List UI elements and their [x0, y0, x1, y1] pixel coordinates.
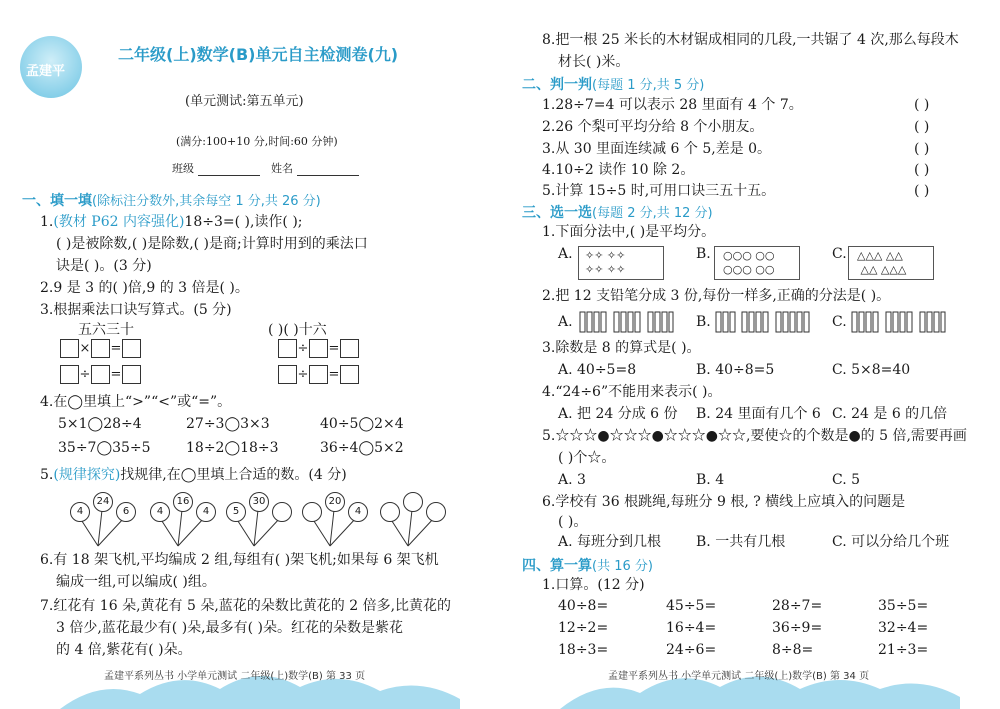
balloon[interactable]	[403, 492, 423, 512]
judge-answer[interactable]: ( )	[914, 119, 930, 135]
choice-2-option-a-label[interactable]: A.	[558, 314, 573, 330]
publisher-logo	[20, 36, 82, 98]
question-3-right-label: ( )( )十六	[268, 322, 327, 338]
subtitle: (单元测试:第五单元)	[185, 94, 304, 109]
choice-5-option-c[interactable]: C. 5	[832, 472, 861, 488]
balloon[interactable]	[302, 502, 322, 522]
choice-4: 4.“24÷6”不能用来表示( )。	[542, 384, 722, 400]
question-3: 3.根据乘法口诀写算式。(5 分)	[40, 302, 232, 318]
balloon[interactable]: 20	[325, 492, 345, 512]
section-4-title: 四、算一算	[522, 558, 592, 574]
calc-title: 1.口算。(12 分)	[542, 577, 645, 593]
question-7-line-a: 7.红花有 16 朵,黄花有 5 朵,蓝花的朵数比黄花的 2 倍多,比黄花的	[40, 598, 452, 614]
balloon[interactable]: 4	[196, 502, 216, 522]
balloon-group	[222, 488, 292, 548]
balloon[interactable]: 24	[93, 492, 113, 512]
choice-1-option-b-label[interactable]: B.	[696, 246, 711, 262]
right-page	[500, 0, 1000, 709]
page-footer: 孟建平系列丛书 小学单元测试 二年级(上)数学(B) 第 34 页	[608, 671, 870, 682]
question-4: 4.在◯里填上“>”“<”或“=”。	[40, 394, 232, 410]
name-blank[interactable]	[297, 175, 359, 176]
question-6-line-a: 6.有 18 架飞机,平均编成 2 组,每组有( )架飞机;如果每 6 架飞机	[40, 552, 439, 568]
answer-box[interactable]	[340, 365, 359, 384]
calc-item[interactable]: 40÷8=	[558, 598, 609, 614]
class-blank[interactable]	[198, 175, 260, 176]
score-info: (满分:100+10 分,时间:60 分钟)	[176, 135, 338, 148]
question-1: 1.(教材 P62 内容强化)18÷3=( ),读作( );	[40, 214, 303, 230]
judge-answer[interactable]: ( )	[914, 97, 930, 113]
answer-box[interactable]	[91, 339, 110, 358]
balloon[interactable]: 4	[348, 502, 368, 522]
judge-answer[interactable]: ( )	[914, 141, 930, 157]
balloon-group	[66, 488, 136, 548]
pencil-group-c-icon[interactable]	[850, 308, 946, 334]
answer-box[interactable]	[122, 365, 141, 384]
choice-5-line-a: 5.☆☆☆●☆☆☆●☆☆☆●☆☆,要使☆的个数是●的 5 倍,需要再画	[542, 428, 967, 444]
choice-4-option-c[interactable]: C. 24 是 6 的几倍	[832, 406, 948, 422]
calc-item[interactable]: 12÷2=	[558, 620, 609, 636]
balloon[interactable]	[426, 502, 446, 522]
calc-item[interactable]: 36÷9=	[772, 620, 823, 636]
balloon-group	[376, 488, 446, 548]
section-2-title: 二、判一判	[522, 77, 592, 93]
judge-item: 1.28÷7=4 可以表示 28 里面有 4 个 7。	[542, 97, 803, 113]
choice-6-line-b: ( )。	[558, 514, 588, 530]
triangle-shapes: △△△ △△ △△ △△△	[857, 249, 907, 276]
balloon[interactable]: 4	[70, 502, 90, 522]
judge-answer[interactable]: ( )	[914, 162, 930, 178]
choice-6-line-a: 6.学校有 36 根跳绳,每班分 9 根, ? 横线上应填入的问题是	[542, 494, 906, 510]
choice-1: 1.下面分法中,( )是平均分。	[542, 224, 716, 240]
choice-4-option-b[interactable]: B. 24 里面有几个 6	[696, 406, 821, 422]
question-8-line-a: 8.把一根 25 米长的木材锯成相同的几段,一共锯了 4 次,那么每段木	[542, 32, 959, 48]
balloon[interactable]: 4	[150, 502, 170, 522]
calc-item[interactable]: 45÷5=	[666, 598, 717, 614]
section-1-heading	[22, 190, 321, 210]
choice-6-option-a[interactable]: A. 每班分到几根	[558, 534, 662, 550]
logo-text: 孟建平	[26, 64, 66, 79]
question-8-line-b: 材长( )米。	[558, 54, 630, 70]
name-label: 姓名	[271, 162, 293, 175]
compare-item[interactable]: 18÷2◯18÷3	[186, 440, 279, 456]
compare-item[interactable]: 35÷7◯35÷5	[58, 440, 151, 456]
section-2-heading	[522, 74, 704, 94]
choice-4-option-a[interactable]: A. 把 24 分成 6 份	[558, 406, 678, 422]
compare-item[interactable]: 40÷5◯2×4	[320, 416, 404, 432]
question-5-text: 找规律,在◯里填上合适的数。(4 分)	[120, 467, 347, 483]
choice-5-option-a[interactable]: A. 3	[558, 472, 586, 488]
q3-left-row-2: ÷ =	[60, 364, 141, 384]
choice-6-option-c[interactable]: C. 可以分给几个班	[832, 534, 950, 550]
choice-2-option-c-label[interactable]: C.	[832, 314, 847, 330]
question-5: 5.(规律探究)找规律,在◯里填上合适的数。(4 分)	[40, 467, 347, 483]
star-shapes: ✧✧ ✧✧ ✧✧ ✧✧	[585, 249, 626, 276]
question-2: 2.9 是 3 的( )倍,9 的 3 倍是( )。	[40, 280, 249, 296]
answer-box[interactable]	[91, 365, 110, 384]
question-1-line-b: ( )是被除数,( )是除数,( )是商;计算时用到的乘法口	[56, 236, 368, 252]
class-name-line	[172, 160, 359, 176]
balloon[interactable]: 30	[249, 492, 269, 512]
choice-1-option-c-label[interactable]: C.	[832, 246, 847, 262]
pencil-group-b-icon[interactable]	[714, 308, 810, 334]
section-4-note: (共 16 分)	[592, 559, 653, 574]
answer-box[interactable]	[309, 365, 328, 384]
answer-box[interactable]	[60, 339, 79, 358]
section-1-title: 一、填一填	[22, 193, 92, 209]
section-4-heading	[522, 555, 653, 575]
judge-item: 3.从 30 里面连续减 6 个 5,差是 0。	[542, 141, 772, 157]
answer-box[interactable]	[278, 339, 297, 358]
answer-box[interactable]	[309, 339, 328, 358]
choice-2-option-b-label[interactable]: B.	[696, 314, 711, 330]
balloon[interactable]: 16	[173, 492, 193, 512]
calc-item[interactable]: 18÷3=	[558, 642, 609, 658]
section-2-note: (每题 1 分,共 5 分)	[592, 78, 705, 93]
section-3-note: (每题 2 分,共 12 分)	[592, 206, 713, 221]
balloon[interactable]: 5	[226, 502, 246, 522]
balloon[interactable]	[272, 502, 292, 522]
choice-1-option-b-figure[interactable]	[714, 246, 800, 280]
choice-5-line-b: ( )个☆。	[558, 450, 616, 466]
balloon-group	[298, 488, 368, 548]
q3-left-row-1: × =	[60, 338, 141, 358]
question-1-line-a: 18÷3=( ),读作( );	[184, 214, 303, 230]
choice-1-option-a-label[interactable]: A.	[558, 246, 573, 262]
class-label: 班级	[172, 162, 194, 175]
pencil-group-a-icon[interactable]	[578, 308, 674, 334]
section-1-note: (除标注分数外,其余每空 1 分,共 26 分)	[92, 194, 321, 209]
section-3-heading	[522, 202, 713, 222]
choice-3-option-b[interactable]: B. 40÷8=5	[696, 362, 775, 378]
compare-item[interactable]: 36÷4◯5×2	[320, 440, 404, 456]
section-3-title: 三、选一选	[522, 205, 592, 221]
judge-answer[interactable]: ( )	[914, 183, 930, 199]
answer-box[interactable]	[122, 339, 141, 358]
compare-item[interactable]: 5×1◯28÷4	[58, 416, 142, 432]
judge-item: 4.10÷2 读作 10 除 2。	[542, 162, 695, 178]
q3-right-row-2: ÷ =	[278, 364, 359, 384]
choice-6-option-b[interactable]: B. 一共有几根	[696, 534, 786, 550]
q3-right-row-1: ÷ =	[278, 338, 359, 358]
choice-2: 2.把 12 支铅笔分成 3 份,每份一样多,正确的分法是( )。	[542, 288, 891, 304]
balloon[interactable]: 6	[116, 502, 136, 522]
question-7-line-c: 的 4 倍,紫花有( )朵。	[56, 642, 192, 658]
calc-item[interactable]: 35÷5=	[878, 598, 929, 614]
answer-box[interactable]	[60, 365, 79, 384]
choice-3-option-a[interactable]: A. 40÷5=8	[558, 362, 637, 378]
judge-item: 5.计算 15÷5 时,可用口诀三五十五。	[542, 183, 776, 199]
choice-3: 3.除数是 8 的算式是( )。	[542, 340, 701, 356]
compare-item[interactable]: 27÷3◯3×3	[186, 416, 270, 432]
question-6-line-b: 编成一组,可以编成( )组。	[56, 574, 216, 590]
choice-5-option-b[interactable]: B. 4	[696, 472, 725, 488]
balloon[interactable]	[380, 502, 400, 522]
balloon-group	[146, 488, 216, 548]
question-3-left-label: 五六三十	[78, 322, 134, 338]
circle-shapes: ○○○ ○○ ○○○ ○○	[723, 249, 775, 276]
choice-1-option-c-figure[interactable]	[848, 246, 934, 280]
question-5-tag: (规律探究)	[53, 467, 121, 483]
answer-box[interactable]	[340, 339, 359, 358]
calc-item[interactable]: 8÷8=	[772, 642, 814, 658]
choice-3-option-c[interactable]: C. 5×8=40	[832, 362, 911, 378]
calc-item[interactable]: 24÷6=	[666, 642, 717, 658]
answer-box[interactable]	[278, 365, 297, 384]
calc-item[interactable]: 28÷7=	[772, 598, 823, 614]
choice-1-option-a-figure[interactable]	[578, 246, 664, 280]
calc-item[interactable]: 16÷4=	[666, 620, 717, 636]
judge-item: 2.26 个梨可平均分给 8 个小朋友。	[542, 119, 764, 135]
question-1-tag: (教材 P62 内容强化)	[53, 214, 185, 230]
question-1-line-c: 诀是( )。(3 分)	[56, 258, 152, 274]
page-title: 二年级(上)数学(B)单元自主检测卷(九)	[118, 45, 399, 64]
page-footer: 孟建平系列丛书 小学单元测试 二年级(上)数学(B) 第 33 页	[104, 671, 366, 682]
calc-item[interactable]: 32÷4=	[878, 620, 929, 636]
calc-item[interactable]: 21÷3=	[878, 642, 929, 658]
question-7-line-b: 3 倍少,蓝花最少有( )朵,最多有( )朵。红花的朵数是紫花	[56, 620, 404, 636]
